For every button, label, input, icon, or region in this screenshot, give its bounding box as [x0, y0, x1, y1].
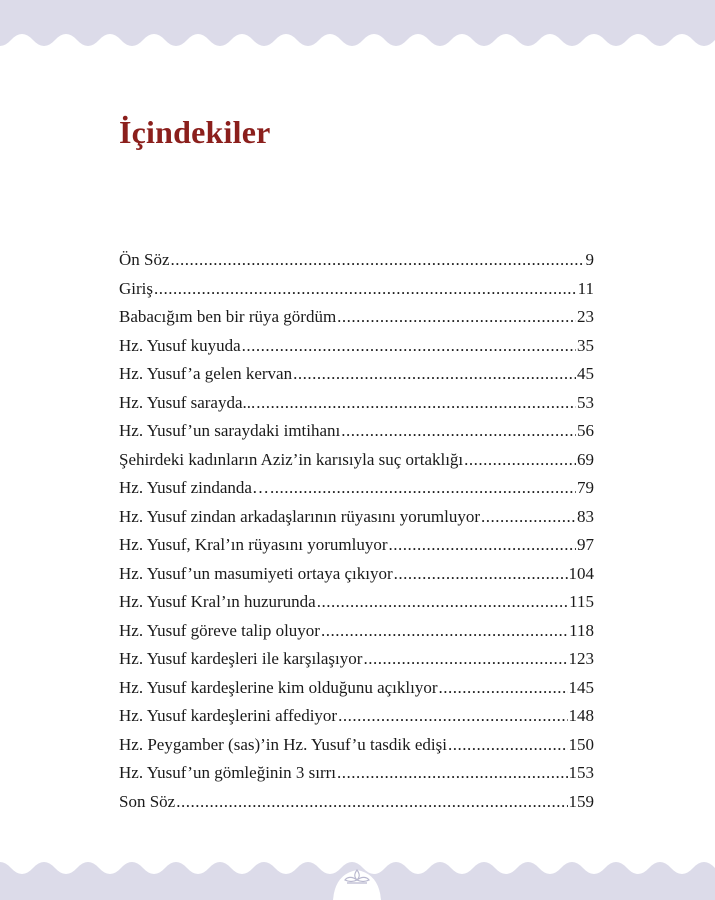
toc-entry-title: Hz. Yusuf zindanda…	[119, 478, 269, 497]
toc-entry	[119, 307, 594, 336]
toc-dot-leader	[321, 621, 568, 641]
toc-entry	[119, 564, 594, 593]
toc-entry-page-number: 69	[577, 449, 594, 469]
toc-entry-page-number: 97	[577, 535, 594, 554]
toc-entry	[119, 678, 594, 707]
toc-entry-page-number: 45	[577, 364, 594, 383]
toc-entry-page-number: 56	[577, 421, 594, 440]
toc-entry-page-number: 153	[568, 763, 594, 782]
toc-entry	[119, 450, 594, 479]
toc-entry-title: Hz. Yusuf kardeşlerini affediyor	[119, 706, 338, 725]
toc-entry	[119, 735, 594, 764]
toc-entry-title: Hz. Yusuf kuyuda	[119, 335, 241, 355]
toc-dot-leader	[270, 478, 576, 498]
toc-dot-leader	[448, 735, 568, 755]
toc-entry-title: Hz. Peygamber (sas)’in Hz. Yusuf’u tasdik edişi	[119, 734, 447, 754]
toc-entry-title: Son Söz	[119, 791, 176, 811]
toc-entry-title: Şehirdeki kadınların Aziz’in karısıyla suç ortaklığı	[119, 449, 464, 469]
toc-entry-title: Ön Söz	[119, 250, 170, 269]
toc-dot-leader	[293, 364, 576, 384]
table-of-contents	[119, 250, 594, 820]
toc-dot-leader	[389, 535, 577, 555]
toc-entry-title: Hz. Yusuf zindan arkadaşlarının rüyasını yorumluyor	[119, 506, 481, 526]
toc-entry	[119, 250, 594, 279]
toc-entry-page-number: 104	[568, 563, 594, 583]
toc-entry-page-number: 9	[585, 250, 594, 269]
toc-dot-leader	[337, 307, 576, 327]
toc-entry	[119, 649, 594, 678]
toc-dot-leader	[363, 649, 567, 669]
toc-dot-leader	[171, 250, 585, 270]
toc-entry	[119, 507, 594, 536]
toc-entry-title: Giriş	[119, 278, 153, 298]
toc-entry-title: Hz. Yusuf kardeşleri ile karşılaşıyor	[119, 649, 363, 668]
toc-entry-title: Hz. Yusuf’un saraydaki imtihanı	[119, 421, 341, 440]
toc-dot-leader	[464, 450, 576, 470]
toc-entry	[119, 364, 594, 393]
toc-dot-leader	[338, 706, 567, 726]
toc-dot-leader	[341, 421, 576, 441]
toc-entry-title: Hz. Yusuf’un gömleğinin 3 sırrı	[119, 763, 337, 782]
toc-entry-page-number: 145	[568, 677, 594, 697]
toc-entry	[119, 336, 594, 365]
toc-entry-page-number: 123	[568, 649, 594, 668]
toc-entry	[119, 535, 594, 564]
toc-dot-leader	[176, 792, 567, 812]
floral-ornament-icon	[337, 866, 377, 886]
toc-entry-title: Hz. Yusuf’a gelen kervan	[119, 364, 293, 383]
toc-entry	[119, 421, 594, 450]
toc-entry-page-number: 79	[577, 478, 594, 497]
toc-entry	[119, 621, 594, 650]
toc-entry-page-number: 118	[569, 620, 594, 640]
toc-entry	[119, 279, 594, 308]
toc-dot-leader	[439, 678, 568, 698]
toc-entry	[119, 592, 594, 621]
toc-dot-leader	[481, 507, 576, 527]
toc-entry	[119, 792, 594, 821]
toc-dot-leader	[154, 279, 577, 299]
toc-entry-page-number: 35	[577, 335, 594, 355]
toc-entry	[119, 706, 594, 735]
toc-dot-leader	[256, 393, 576, 413]
top-wave-border	[0, 0, 715, 52]
toc-dot-leader	[337, 763, 567, 783]
toc-dot-leader	[394, 564, 568, 584]
toc-entry	[119, 393, 594, 422]
toc-entry-page-number: 148	[568, 706, 594, 725]
toc-entry-page-number: 83	[577, 506, 594, 526]
toc-entry-page-number: 11	[577, 278, 594, 298]
toc-entry-title: Hz. Yusuf Kral’ın huzurunda	[119, 592, 316, 611]
toc-entry-title: Babacığım ben bir rüya gördüm	[119, 307, 337, 326]
toc-entry-page-number: 53	[577, 392, 594, 412]
toc-entry-title: Hz. Yusuf göreve talip oluyor	[119, 620, 320, 640]
toc-entry	[119, 763, 594, 792]
toc-entry-title: Hz. Yusuf kardeşlerine kim olduğunu açıklıyor	[119, 677, 438, 697]
toc-entry-page-number: 115	[569, 592, 594, 611]
toc-entry-page-number: 159	[568, 791, 594, 811]
page-title: İçindekiler	[119, 114, 271, 150]
toc-entry-title: Hz. Yusuf’un masumiyeti ortaya çıkıyor	[119, 563, 393, 583]
toc-entry-page-number: 23	[577, 307, 594, 326]
toc-entry-page-number: 150	[568, 734, 594, 754]
toc-dot-leader	[317, 592, 568, 612]
toc-entry-title: Hz. Yusuf, Kral’ın rüyasını yorumluyor	[119, 535, 388, 554]
toc-dot-leader	[242, 336, 576, 356]
toc-entry	[119, 478, 594, 507]
toc-entry-title: Hz. Yusuf sarayda...	[119, 392, 256, 412]
